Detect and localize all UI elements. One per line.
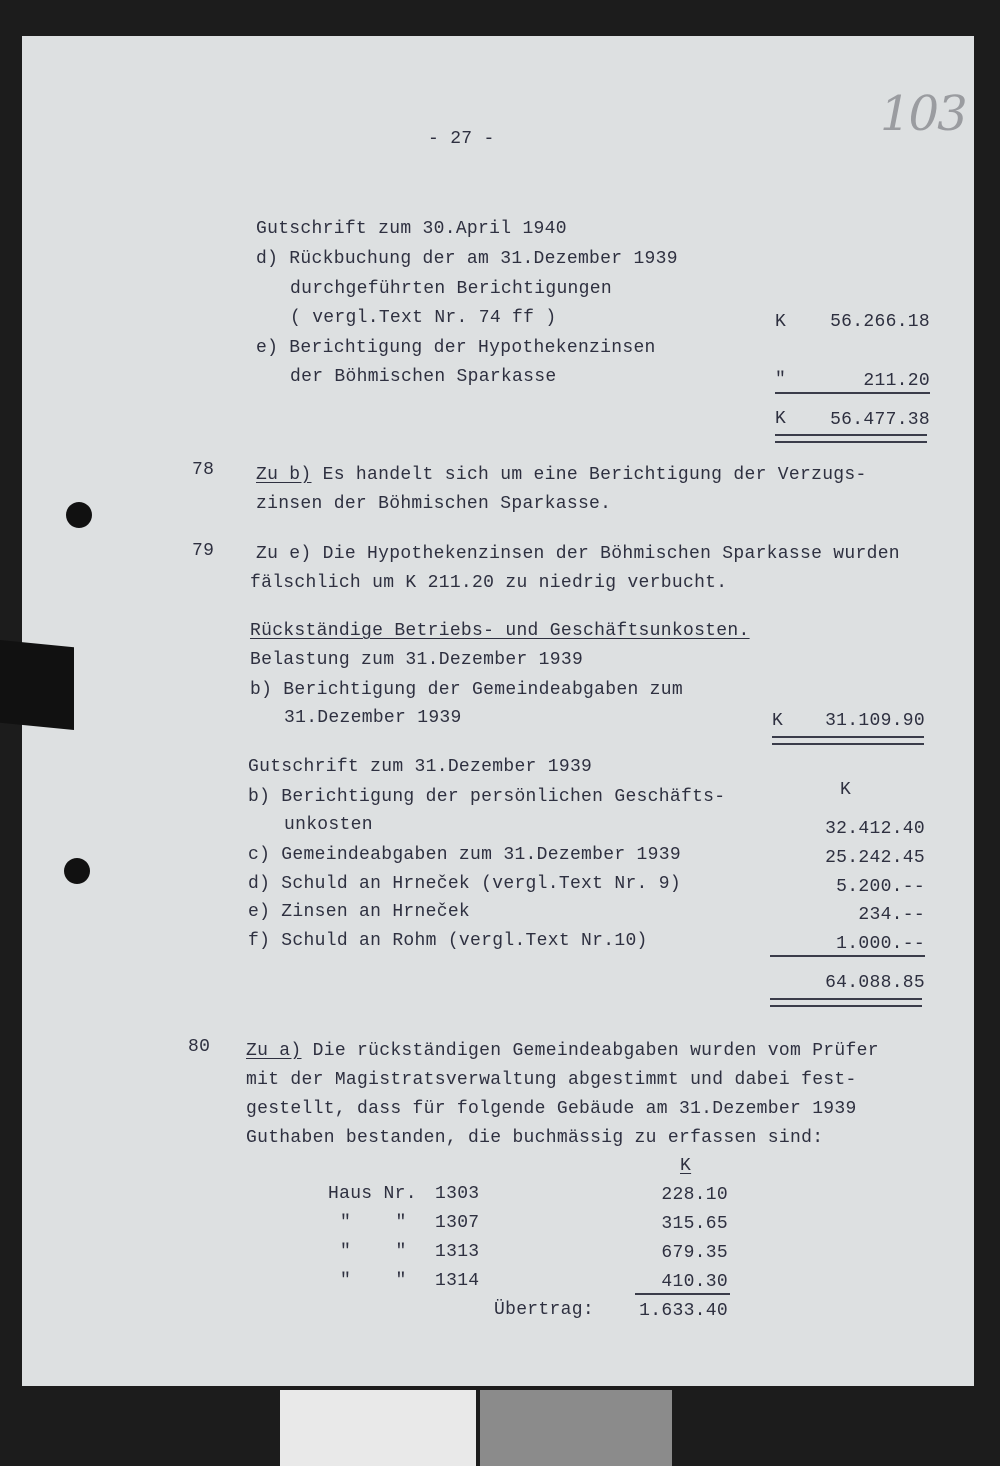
house-row-number: 1314 (435, 1271, 480, 1291)
block3-c-amount: 25.242.45 (825, 848, 925, 868)
note78-number: 78 (192, 460, 215, 480)
house-row-label: " " (340, 1271, 407, 1291)
sum-line (775, 392, 930, 394)
block3-heading: Gutschrift zum 31.Dezember 1939 (248, 757, 593, 777)
block1-total-amount: 56.477.38 (830, 410, 930, 430)
note78-line1: Es handelt sich um eine Berichtigung der Verzugs- (311, 465, 867, 485)
block3-e: e) Zinsen an Hrneček (248, 902, 471, 922)
block2-heading: Belastung zum 31.Dezember 1939 (250, 650, 584, 670)
block3-c: c) Gemeindeabgaben zum 31.Dezember 1939 (248, 845, 681, 865)
block1-d-currency: K (775, 312, 787, 332)
block2-title: Rückständige Betriebs- und Geschäftsunkosten. (250, 621, 750, 641)
note80-line1: Die rückständigen Gemeindeabgaben wurden vom Prüfer (301, 1041, 879, 1061)
block3-e-amount: 234.-- (858, 905, 925, 925)
grey-card (480, 1390, 672, 1466)
block1-heading: Gutschrift zum 30.April 1940 (256, 219, 567, 239)
note80-ref: Zu a) (246, 1041, 302, 1061)
archive-number: 103 (880, 86, 966, 142)
block2-b-line1: b) Berichtigung der Gemeindeabgaben zum (250, 680, 683, 700)
carry-amount: 1.633.40 (639, 1301, 728, 1321)
block3-total: 64.088.85 (825, 973, 925, 993)
note79-number: 79 (192, 541, 215, 561)
block3-b-line2: unkosten (284, 815, 373, 835)
house-row-number: 1313 (435, 1242, 480, 1262)
sum-line (635, 1293, 730, 1295)
block2-b-currency: K (772, 711, 784, 731)
page-number: - 27 - (428, 129, 495, 149)
double-underline (772, 736, 924, 745)
block3-b-amount: 32.412.40 (825, 819, 925, 839)
house-row-label: Haus Nr. (328, 1184, 417, 1204)
binder-tab (0, 640, 74, 730)
note80-line3: gestellt, dass für folgende Gebäude am 31.Dezember 1939 (246, 1099, 857, 1119)
block2-b-line2: 31.Dezember 1939 (284, 708, 462, 728)
carry-label: Übertrag: (494, 1300, 594, 1320)
block3-f: f) Schuld an Rohm (vergl.Text Nr.10) (248, 931, 648, 951)
block2-b-amount: 31.109.90 (825, 711, 925, 731)
house-row-number: 1307 (435, 1213, 480, 1233)
note78-line2: zinsen der Böhmischen Sparkasse. (256, 494, 612, 514)
house-row-amount: 315.65 (661, 1214, 728, 1234)
block1-e-amount: 211.20 (863, 371, 930, 391)
block3-d-amount: 5.200.-- (836, 877, 925, 897)
house-row-label: " " (340, 1242, 407, 1262)
note80-currency: K (680, 1156, 692, 1176)
white-card (280, 1390, 476, 1466)
note79-line1: Zu e) Die Hypothekenzinsen der Böhmischen Sparkasse wurden (256, 544, 900, 564)
house-row-amount: 679.35 (661, 1243, 728, 1263)
double-underline (770, 998, 922, 1007)
house-row-amount: 228.10 (661, 1185, 728, 1205)
note78-ref: Zu b) (256, 465, 312, 485)
block3-currency: K (840, 780, 852, 800)
block1-d-line1: d) Rückbuchung der am 31.Dezember 1939 (256, 249, 678, 269)
block3-d: d) Schuld an Hrneček (vergl.Text Nr. 9) (248, 874, 681, 894)
house-row-number: 1303 (435, 1184, 480, 1204)
block1-d-amount: 56.266.18 (830, 312, 930, 332)
note79-line2: fälschlich um K 211.20 zu niedrig verbucht. (250, 573, 728, 593)
block1-e-line2: der Böhmischen Sparkasse (290, 367, 557, 387)
house-row-label: " " (340, 1213, 407, 1233)
block1-e-currency: " (775, 370, 787, 390)
block3-f-amount: 1.000.-- (836, 934, 925, 954)
double-underline (775, 434, 927, 443)
block1-d-line2: durchgeführten Berichtigungen (290, 279, 612, 299)
punch-hole (64, 858, 90, 884)
block1-d-line3: ( vergl.Text Nr. 74 ff ) (290, 308, 557, 328)
block1-e-line1: e) Berichtigung der Hypothekenzinsen (256, 338, 656, 358)
block3-b-line1: b) Berichtigung der persönlichen Geschäfts- (248, 787, 726, 807)
note80-line4: Guthaben bestanden, die buchmässig zu erfassen sind: (246, 1128, 824, 1148)
house-row-amount: 410.30 (661, 1272, 728, 1292)
note80-line2: mit der Magistratsverwaltung abgestimmt und dabei fest- (246, 1070, 857, 1090)
block1-total-currency: K (775, 409, 787, 429)
punch-hole (66, 502, 92, 528)
note80-number: 80 (188, 1037, 211, 1057)
sum-line (770, 955, 925, 957)
